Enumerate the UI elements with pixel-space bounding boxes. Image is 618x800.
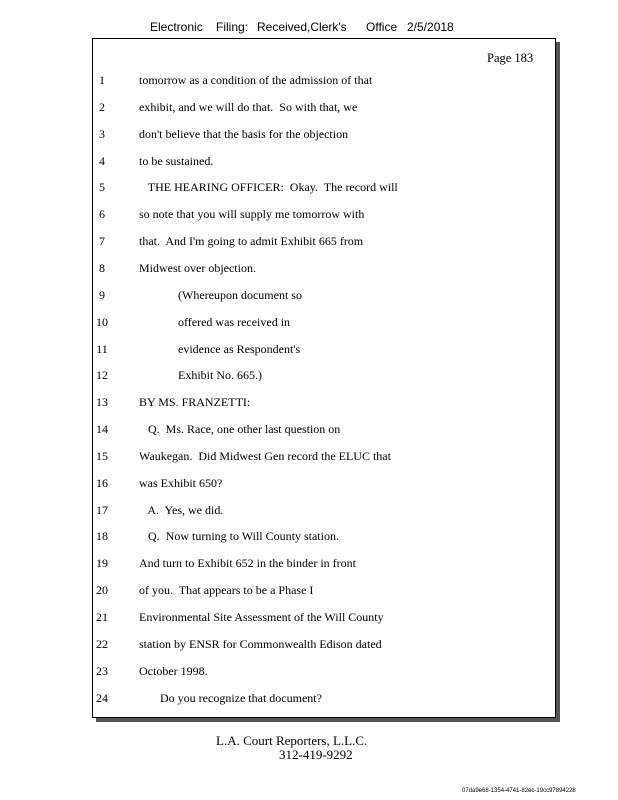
line-text: station by ENSR for Commonwealth Edison dated [139, 636, 382, 651]
line-text: BY MS. FRANZETTI: [139, 395, 251, 410]
line-text: Do you recognize that document? [139, 690, 322, 705]
transcript-line [0, 99, 556, 115]
line-text: exhibit, and we will do that. So with that, we [139, 99, 358, 114]
line-text: to be sustained. [139, 153, 214, 168]
line-text: Midwest over objection. [139, 260, 256, 275]
line-number: 11 [96, 341, 108, 356]
line-number: 5 [99, 180, 105, 195]
line-number: 8 [99, 260, 105, 275]
transcript-line [0, 179, 556, 195]
filing-stamp-header [0, 20, 618, 36]
line-number: 2 [99, 99, 105, 114]
line-text: don't believe that the basis for the objection [139, 126, 349, 141]
line-text: so note that you will supply me tomorrow with [139, 207, 365, 222]
transcript-line [0, 206, 556, 222]
document-id: 07da9e68-1354-4741-82ec-19cc97894228 [462, 788, 576, 794]
line-number: 24 [96, 690, 108, 705]
line-number: 9 [99, 287, 105, 302]
transcript-line [0, 314, 556, 330]
transcript-line [0, 260, 556, 276]
line-number: 7 [99, 234, 105, 249]
line-number: 4 [99, 153, 105, 168]
line-text: Q. Ms. Race, one other last question on [139, 422, 341, 437]
line-number: 15 [96, 448, 108, 463]
transcript-line [0, 421, 556, 437]
line-number: 13 [96, 395, 108, 410]
transcript-line [0, 153, 556, 169]
line-number: 1 [99, 73, 105, 87]
line-number: 19 [96, 556, 108, 571]
line-number: 16 [96, 475, 108, 490]
line-text: And turn to Exhibit 652 in the binder in front [139, 556, 356, 571]
line-number: 3 [99, 126, 105, 141]
line-text: that. And I'm going to admit Exhibit 665 from [139, 234, 364, 249]
transcript-line [0, 528, 556, 544]
transcript-line [0, 555, 556, 571]
transcript-line [0, 341, 556, 357]
line-number: 14 [96, 422, 108, 437]
transcript-line [0, 394, 556, 410]
line-number: 21 [96, 610, 108, 624]
line-text: tomorrow as a condition of the admission of that [139, 73, 373, 87]
page-number: Page 183 [487, 51, 534, 65]
transcript-line [0, 690, 556, 706]
transcript-line [0, 475, 556, 491]
line-text: Exhibit No. 665.) [139, 368, 262, 383]
line-text: of you. That appears to be a Phase I [139, 583, 314, 598]
line-text: (Whereupon document so [139, 287, 302, 302]
filing-stamp-part: Office [366, 20, 398, 34]
transcript-line [0, 72, 556, 88]
transcript-line [0, 448, 556, 464]
transcript-line [0, 582, 556, 598]
line-text: Q. Now turning to Will County station. [139, 529, 339, 544]
line-number: 20 [96, 583, 108, 598]
line-number: 12 [96, 368, 108, 383]
line-text: evidence as Respondent's [139, 341, 301, 356]
transcript-line [0, 663, 556, 679]
filing-stamp-part: Electronic [150, 20, 203, 34]
line-number: 10 [96, 314, 108, 329]
filing-stamp-part: Received,Clerk's [257, 20, 347, 34]
line-number: 18 [96, 529, 108, 544]
reporter-phone: 312-419-9292 [279, 747, 353, 762]
transcript-line [0, 367, 556, 383]
line-text: October 1998. [139, 663, 208, 678]
line-number: 6 [99, 207, 105, 222]
transcript-line [0, 502, 556, 518]
line-text: A. Yes, we did. [139, 502, 224, 517]
line-number: 22 [96, 636, 108, 651]
line-text: THE HEARING OFFICER: Okay. The record will [139, 180, 398, 195]
line-text: was Exhibit 650? [139, 475, 223, 490]
filing-stamp-date: 2/5/2018 [407, 20, 454, 34]
line-number: 23 [96, 663, 108, 678]
transcript-line [0, 609, 556, 625]
filing-stamp-part: Filing: [216, 20, 249, 34]
transcript-line [0, 126, 556, 142]
transcript-line [0, 233, 556, 249]
reporter-company: L.A. Court Reporters, L.L.C. [216, 733, 368, 748]
transcript-line [0, 287, 556, 303]
line-text: Waukegan. Did Midwest Gen record the ELUC that [139, 448, 391, 463]
line-number: 17 [96, 502, 108, 517]
line-text: offered was received in [139, 314, 291, 329]
line-text: Environmental Site Assessment of the Will County [139, 610, 384, 624]
transcript-line [0, 636, 556, 652]
